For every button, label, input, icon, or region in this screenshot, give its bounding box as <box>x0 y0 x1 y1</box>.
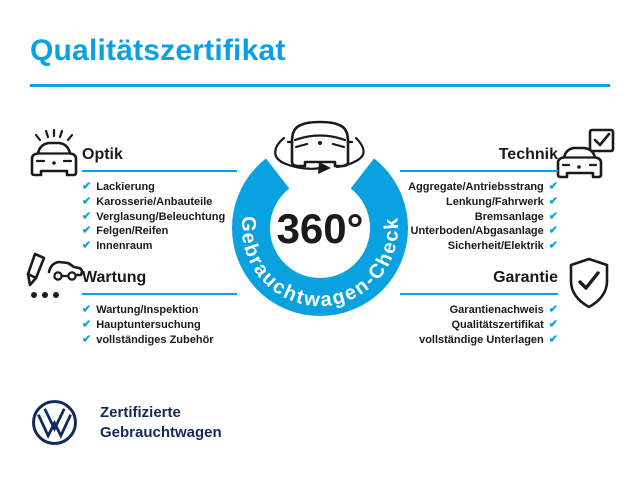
check-icon: ✔ <box>548 303 558 316</box>
check-icon: ✔ <box>548 195 558 208</box>
list-item-label: Garantienachweis <box>449 304 544 316</box>
brand-line1: Zertifizierte <box>100 404 181 421</box>
ring-label: Gebrauchtwagen-Check <box>236 215 404 312</box>
section-title: Technik <box>498 146 558 163</box>
list-item-label: Lenkung/Fahrwerk <box>445 195 544 208</box>
page-title: Qualitätszertifikat <box>30 34 286 67</box>
check-icon: ✔ <box>548 239 558 252</box>
list-item-label: Verglasung/Beleuchtung <box>96 210 226 223</box>
list-item <box>400 333 558 348</box>
brand-wordmark <box>100 403 222 443</box>
car-checkbox-icon <box>554 127 616 181</box>
list-item <box>82 333 237 348</box>
list-item-label: Qualitätszertifikat <box>451 318 544 331</box>
360-check-graphic <box>210 98 430 330</box>
list-item-label: Felgen/Reifen <box>96 225 169 238</box>
check-icon: ✔ <box>82 224 92 237</box>
vw-logo <box>31 399 78 446</box>
check-icon: ✔ <box>548 318 558 331</box>
section-title: Optik <box>82 146 123 163</box>
list-item-label: Sicherheit/Elektrik <box>447 240 544 253</box>
list-item-label: Hauptuntersuchung <box>96 318 201 331</box>
check-icon: ✔ <box>82 195 92 208</box>
list-item-label: Lackierung <box>96 181 155 193</box>
section-title: Garantie <box>493 269 558 286</box>
check-icon: ✔ <box>82 333 92 346</box>
pencil-checklist-car-icon <box>25 250 83 308</box>
list-item-label: Wartung/Inspektion <box>96 304 199 316</box>
check-icon: ✔ <box>82 239 92 252</box>
shield-check-icon <box>565 256 613 312</box>
list-item-label: Bremsanlage <box>474 210 544 223</box>
brand-line2: Gebrauchtwagen <box>100 424 222 441</box>
degree-label: 360° <box>276 205 364 252</box>
list-item-label: vollständiges Zubehör <box>96 333 214 346</box>
check-icon: ✔ <box>82 303 92 316</box>
check-icon: ✔ <box>548 180 558 193</box>
shiny-car-front-icon <box>25 127 83 181</box>
list-item-label: vollständige Unterlagen <box>419 333 544 346</box>
title-divider <box>30 84 610 87</box>
section-title: Wartung <box>82 269 147 286</box>
list-item-label: Karosserie/Anbauteile <box>96 195 213 208</box>
list-item-label: Innenraum <box>96 240 153 253</box>
check-icon: ✔ <box>548 333 558 346</box>
check-icon: ✔ <box>82 318 92 331</box>
check-icon: ✔ <box>82 210 92 223</box>
check-icon: ✔ <box>82 180 92 193</box>
list-item-label: Unterboden/Abgasanlage <box>410 225 544 238</box>
check-icon: ✔ <box>548 210 558 223</box>
check-icon: ✔ <box>548 224 558 237</box>
list-item-label: Aggregate/Antriebsstrang <box>408 181 544 193</box>
